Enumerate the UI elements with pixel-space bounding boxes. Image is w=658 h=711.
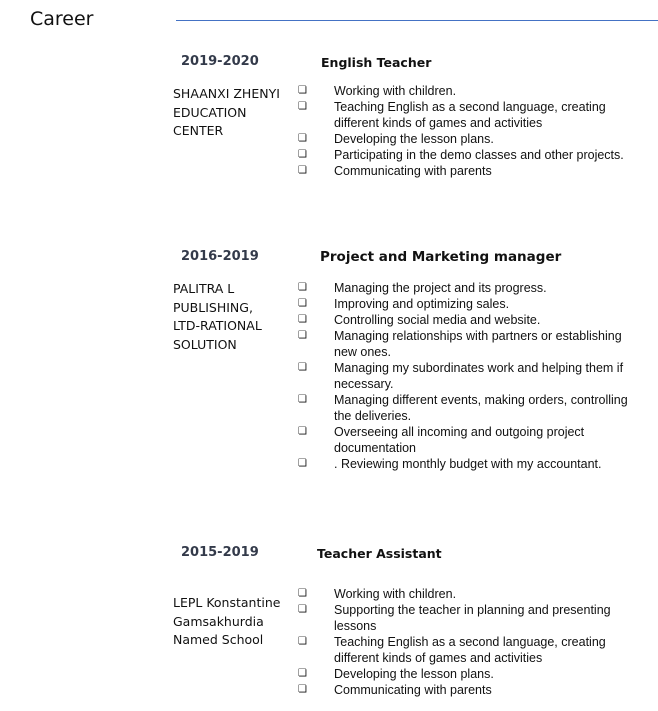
duty-text: Working with children. bbox=[334, 587, 457, 601]
job-3-role: Teacher Assistant bbox=[317, 546, 442, 561]
job-1-years: 2019-2020 bbox=[181, 54, 259, 69]
duty-text: Improving and optimizing sales. bbox=[334, 297, 510, 311]
job-1-organization bbox=[173, 85, 288, 141]
bullet-icon: ❏ bbox=[298, 101, 307, 112]
org-line: CENTER bbox=[173, 123, 224, 138]
bullet-icon: ❏ bbox=[298, 314, 307, 325]
org-line: Named School bbox=[173, 632, 264, 647]
org-line: SHAANXI ZHENYI bbox=[173, 86, 280, 101]
duty-text: Communicating with parents bbox=[334, 164, 492, 178]
bullet-icon: ❏ bbox=[298, 298, 307, 309]
duty-text: Developing the lesson plans. bbox=[334, 667, 494, 681]
duty-item bbox=[298, 296, 638, 312]
duty-item bbox=[298, 131, 628, 147]
org-line: LTD-RATIONAL bbox=[173, 318, 262, 333]
duty-item bbox=[298, 328, 638, 360]
duty-text: Participating in the demo classes and other projects. bbox=[334, 148, 624, 162]
org-line: PUBLISHING, bbox=[173, 299, 253, 315]
duty-item bbox=[298, 147, 628, 163]
duty-item bbox=[298, 666, 638, 682]
duty-item bbox=[298, 280, 638, 296]
duty-text: Working with children. bbox=[334, 84, 457, 98]
job-3-organization bbox=[173, 594, 288, 650]
org-line: EDUCATION bbox=[173, 104, 247, 120]
job-3-years: 2015-2019 bbox=[181, 545, 259, 560]
bullet-icon: ❏ bbox=[298, 165, 307, 176]
org-line: LEPL Konstantine bbox=[173, 595, 281, 610]
bullet-icon: ❏ bbox=[298, 330, 307, 341]
bullet-icon: ❏ bbox=[298, 394, 307, 405]
job-2-organization bbox=[173, 280, 288, 354]
duty-text: Communicating with parents bbox=[334, 683, 492, 697]
duty-text: . Reviewing monthly budget with my accountant. bbox=[334, 457, 602, 471]
bullet-icon: ❏ bbox=[298, 133, 307, 144]
duty-text: Managing the project and its progress. bbox=[334, 281, 547, 295]
bullet-icon: ❏ bbox=[298, 684, 307, 695]
bullet-icon: ❏ bbox=[298, 426, 307, 437]
duty-item bbox=[298, 602, 638, 634]
org-line: PALITRA L bbox=[173, 281, 235, 296]
duty-text: Overseeing all incoming and outgoing project documentation bbox=[334, 425, 585, 455]
bullet-icon: ❏ bbox=[298, 362, 307, 373]
bullet-icon: ❏ bbox=[298, 588, 307, 599]
job-2-role: Project and Marketing manager bbox=[320, 249, 562, 265]
job-2-years: 2016-2019 bbox=[181, 249, 259, 264]
job-2-duties bbox=[298, 280, 638, 472]
job-1-role: English Teacher bbox=[321, 55, 432, 70]
bullet-icon: ❏ bbox=[298, 604, 307, 615]
duty-text: Teaching English as a second language, creating different kinds of games and activities bbox=[334, 635, 606, 665]
duty-text: Managing my subordinates work and helping them if necessary. bbox=[334, 361, 624, 391]
duty-text: Supporting the teacher in planning and presenting lessons bbox=[334, 603, 611, 633]
duty-item bbox=[298, 634, 638, 666]
duty-item bbox=[298, 83, 628, 99]
duty-text: Managing different events, making orders, controlling the deliveries. bbox=[334, 393, 628, 423]
duty-item bbox=[298, 586, 638, 602]
duty-item bbox=[298, 360, 638, 392]
duty-item bbox=[298, 682, 638, 698]
duty-item bbox=[298, 99, 628, 131]
bullet-icon: ❏ bbox=[298, 458, 307, 469]
duty-item bbox=[298, 312, 638, 328]
org-line: Gamsakhurdia bbox=[173, 613, 264, 629]
duty-text: Developing the lesson plans. bbox=[334, 132, 494, 146]
bullet-icon: ❏ bbox=[298, 282, 307, 293]
duty-text: Managing relationships with partners or establishing new ones. bbox=[334, 329, 622, 359]
duty-item bbox=[298, 392, 638, 424]
section-title: Career bbox=[30, 8, 94, 30]
duty-item bbox=[298, 163, 628, 179]
bullet-icon: ❏ bbox=[298, 149, 307, 160]
job-1-duties bbox=[298, 83, 628, 179]
heading-rule bbox=[176, 20, 658, 21]
org-line: SOLUTION bbox=[173, 336, 237, 352]
bullet-icon: ❏ bbox=[298, 636, 307, 647]
duty-text: Controlling social media and website. bbox=[334, 313, 541, 327]
duty-item bbox=[298, 456, 638, 472]
bullet-icon: ❏ bbox=[298, 668, 307, 679]
job-3-duties bbox=[298, 586, 638, 698]
duty-item bbox=[298, 424, 638, 456]
duty-text: Teaching English as a second language, creating different kinds of games and activities bbox=[334, 100, 606, 130]
bullet-icon: ❏ bbox=[298, 85, 307, 96]
